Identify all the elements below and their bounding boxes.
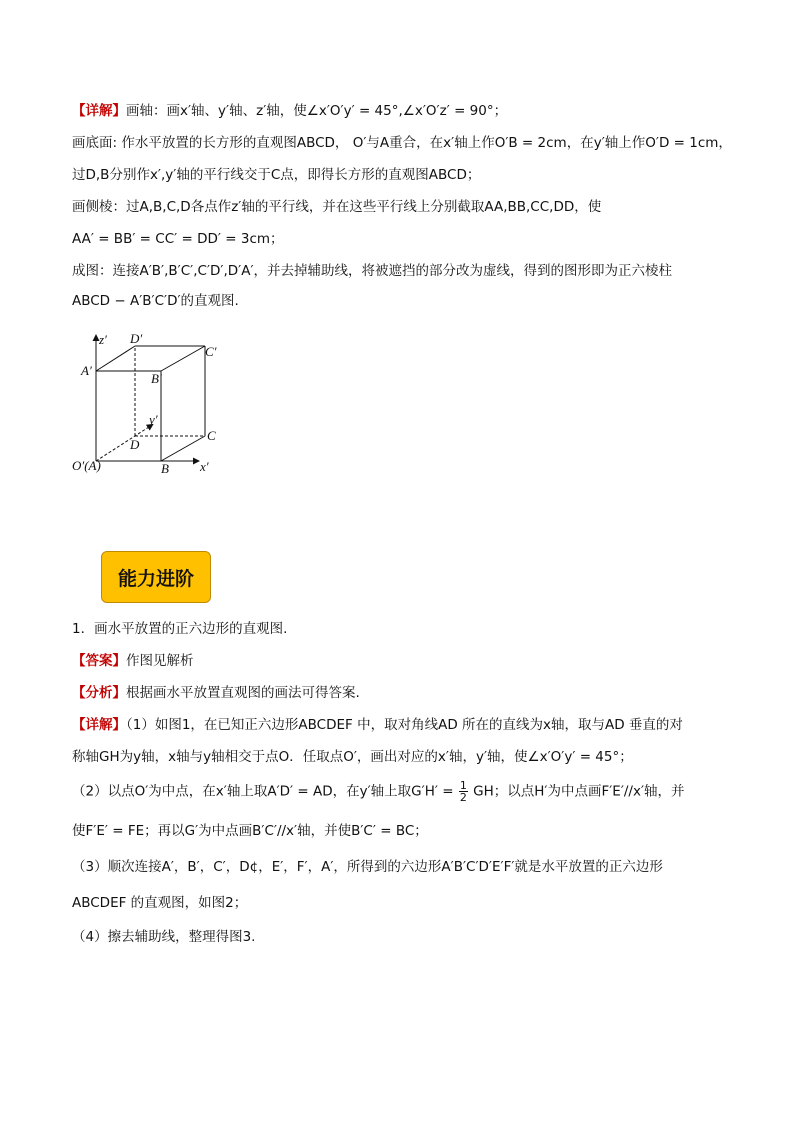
detail-line-2: 画底面: 作水平放置的长方形的直观图ABCD， O′与A重合，在x′轴上作O′B = 2cm，在y′轴上作O′D = 1cm，: [72, 135, 732, 151]
answer-tag: 【答案】: [72, 653, 126, 669]
detail2-line-1: [72, 716, 683, 734]
analysis-tag: 【分析】: [72, 685, 126, 701]
detail-line-4: 画侧棱：过A,B,C,D各点作z′轴的平行线，并在这些平行线上分别截取AA,BB,CC,DD，使: [72, 199, 602, 215]
edge-BC: [161, 436, 205, 461]
cuboid-figure: [70, 330, 240, 480]
label-B: B: [161, 461, 169, 476]
detail2-line-4: 使F′E′ = FE；再以G′为中点画B′C′//x′轴，并使B′C′ = BC；: [72, 823, 428, 839]
detail2-tag: 【详解】: [72, 717, 126, 733]
detail-line-3: 过D,B分别作x′,y′轴的平行线交于C点，即得长方形的直观图ABCD；: [72, 167, 481, 183]
label-C1: C′: [205, 344, 217, 359]
detail2-line-6: ABCDEF 的直观图，如图2；: [72, 895, 248, 911]
answer-line: [72, 652, 194, 670]
detail2-text-3b: GH；以点H′为中点画F′E′//x′轴，并: [473, 783, 685, 800]
section-badge: 能力进阶: [101, 551, 211, 603]
detail-line-5: AA′ = BB′ = CC′ = DD′ = 3cm；: [72, 231, 284, 247]
detail-line-7: ABCD − A′B′C′D′的直观图.: [72, 293, 239, 309]
label-B1: B′: [151, 371, 162, 386]
analysis-line: [72, 684, 360, 702]
detail2-line-7: （4）擦去辅助线，整理得图3.: [72, 929, 256, 945]
label-z: z′: [99, 332, 107, 347]
detail2-line-5: （3）顺次连接A′，B′，C′，D¢，E′，F′，A′，所得到的六边形A′B′C′D′E′F′就是水平放置的正六边形: [72, 859, 663, 875]
label-x: x′: [200, 459, 209, 474]
edge-B1C1: [161, 346, 205, 371]
label-C: C: [207, 428, 216, 443]
detail-line-1: [72, 102, 507, 120]
analysis-text: 根据画水平放置直观图的画法可得答案.: [126, 685, 360, 701]
fraction-numerator: 1: [459, 779, 467, 792]
label-D: D: [130, 437, 140, 452]
fraction-denominator: 2: [459, 791, 467, 804]
detail2-text-3a: （2）以点O′为中点，在x′轴上取A′D′ = AD，在y′轴上取G′H′ =: [72, 783, 454, 800]
detail-line-6: 成图：连接A′B′,B′C′,C′D′,D′A′，并去掉辅助线，将被遮挡的部分改为虚线，得到的图形即为正六棱柱: [72, 263, 673, 279]
detail2-line-2: 称轴GH为y轴，x轴与y轴相交于点O．任取点O′，画出对应的x′轴，y′轴，使∠x′O′y′ = 45°；: [72, 749, 633, 765]
y-axis: [96, 425, 152, 461]
detail-tag: 【详解】: [72, 103, 126, 119]
label-A1: A′: [81, 363, 92, 378]
label-D1: D′: [130, 331, 143, 346]
detail-text-1: 画轴：画x′轴、y′轴、z′轴，使∠x′O′y′ = 45°,∠x′O′z′ = 90°；: [126, 103, 508, 119]
question-line: 1．画水平放置的正六边形的直观图.: [72, 621, 288, 637]
label-y: y′: [149, 412, 158, 427]
fraction: [459, 780, 468, 803]
answer-text: 作图见解析: [126, 653, 194, 669]
edge-A1D1: [96, 346, 135, 371]
detail2-text-1: （1）如图1，在已知正六边形ABCDEF 中，取对角线AD 所在的直线为x轴，取与AD 垂直的对: [126, 717, 683, 733]
detail2-line-3: [72, 780, 685, 803]
label-O: O′(A): [72, 458, 101, 473]
